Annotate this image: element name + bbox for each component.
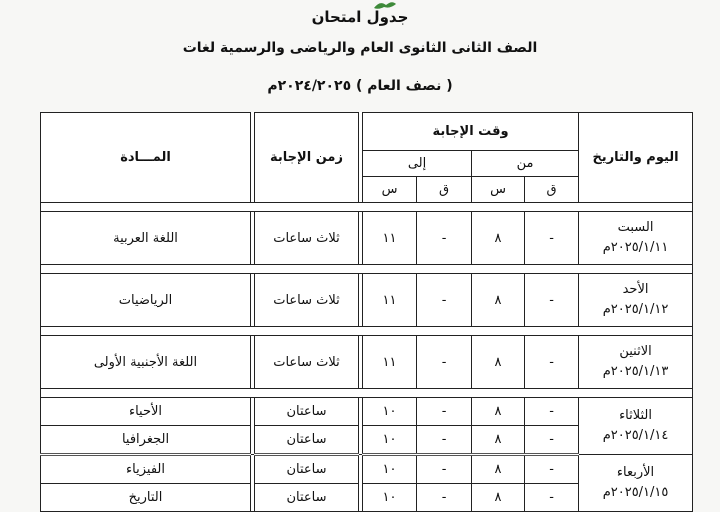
day-name: الثلاثاء (619, 408, 653, 423)
duration-cell: ساعتان (255, 426, 359, 455)
duration-cell: ساعتان (255, 484, 359, 512)
from-hour-cell: ٨ (472, 426, 525, 455)
duration-cell: ثلاث ساعات (255, 336, 359, 389)
table-row (41, 212, 693, 265)
from-hour-cell: ٨ (472, 212, 525, 265)
column-gap (359, 274, 363, 327)
to-minute-cell: - (417, 455, 472, 484)
from-minute-cell: - (525, 212, 579, 265)
day-date-cell (579, 455, 693, 512)
day-name: الاثنين (619, 344, 652, 359)
column-gap (251, 113, 255, 203)
exam-date: ٢٠٢٥/١/١٥م (602, 485, 669, 500)
page-title: جدول امتحان (311, 8, 409, 26)
column-gap (251, 212, 255, 265)
table-row (41, 336, 693, 389)
from-minute-cell: - (525, 336, 579, 389)
header-to-minute: ق (417, 177, 472, 203)
from-minute-cell: - (525, 398, 579, 426)
to-hour-cell: ١٠ (363, 426, 417, 455)
day-name: الأحد (622, 282, 649, 297)
subject-cell: الأحياء (41, 398, 251, 426)
duration-cell: ساعتان (255, 455, 359, 484)
duration-cell: ثلاث ساعات (255, 212, 359, 265)
to-hour-cell: ١١ (363, 212, 417, 265)
header-to: إلى (363, 151, 472, 177)
to-hour-cell: ١١ (363, 336, 417, 389)
to-minute-cell: - (417, 336, 472, 389)
row-spacer (41, 203, 693, 212)
subject-cell: اللغة العربية (41, 212, 251, 265)
to-minute-cell: - (417, 274, 472, 327)
to-minute-cell: - (417, 484, 472, 512)
from-hour-cell: ٨ (472, 484, 525, 512)
day-name: السبت (617, 220, 654, 235)
subject-cell: الرياضيات (41, 274, 251, 327)
header-answer-time: وقت الإجابة (363, 113, 579, 151)
day-name: الأربعاء (616, 465, 655, 480)
from-hour-cell: ٨ (472, 398, 525, 426)
exam-date: ٢٠٢٥/١/١٤م (602, 428, 669, 443)
table-row (41, 398, 693, 426)
to-hour-cell: ١٠ (363, 484, 417, 512)
from-minute-cell: - (525, 455, 579, 484)
to-minute-cell: - (417, 426, 472, 455)
day-date-cell (579, 212, 693, 265)
term-label: ( نصف العام ) ٢٠٢٤/٢٠٢٥م (267, 78, 453, 94)
duration-cell: ساعتان (255, 398, 359, 426)
header-from-minute: ق (525, 177, 579, 203)
row-spacer (41, 389, 693, 398)
day-date-cell (579, 398, 693, 455)
from-hour-cell: ٨ (472, 455, 525, 484)
subject-cell: اللغة الأجنبية الأولى (41, 336, 251, 389)
header-duration: زمن الإجابة (255, 113, 359, 203)
subject-cell: الفيزياء (41, 455, 251, 484)
subject-cell: الجغرافيا (41, 426, 251, 455)
from-minute-cell: - (525, 426, 579, 455)
header-to-hour: س (363, 177, 417, 203)
header-day-date: اليوم والتاريخ (579, 113, 693, 203)
duration-cell: ثلاث ساعات (255, 274, 359, 327)
to-hour-cell: ١٠ (363, 398, 417, 426)
header-subject: المـــادة (41, 113, 251, 203)
header-from-hour: س (472, 177, 525, 203)
from-minute-cell: - (525, 274, 579, 327)
column-gap (359, 336, 363, 389)
from-hour-cell: ٨ (472, 336, 525, 389)
row-spacer (41, 265, 693, 274)
page-subtitle: الصف الثانى الثانوى العام والرياضى والرسمية لغات (182, 40, 538, 56)
exam-date: ٢٠٢٥/١/١١م (602, 240, 669, 255)
from-hour-cell: ٨ (472, 274, 525, 327)
column-gap (251, 336, 255, 389)
header-from: من (472, 151, 579, 177)
day-date-cell (579, 336, 693, 389)
table-row (41, 455, 693, 484)
exam-date: ٢٠٢٥/١/١٢م (602, 302, 669, 317)
to-minute-cell: - (417, 212, 472, 265)
to-hour-cell: ١١ (363, 274, 417, 327)
subject-cell: التاريخ (41, 484, 251, 512)
table-row (41, 274, 693, 327)
column-gap (359, 212, 363, 265)
row-spacer (41, 327, 693, 336)
column-gap (251, 274, 255, 327)
from-minute-cell: - (525, 484, 579, 512)
exam-schedule-table (40, 112, 693, 512)
to-minute-cell: - (417, 398, 472, 426)
exam-date: ٢٠٢٥/١/١٣م (602, 364, 669, 379)
day-date-cell (579, 274, 693, 327)
to-hour-cell: ١٠ (363, 455, 417, 484)
